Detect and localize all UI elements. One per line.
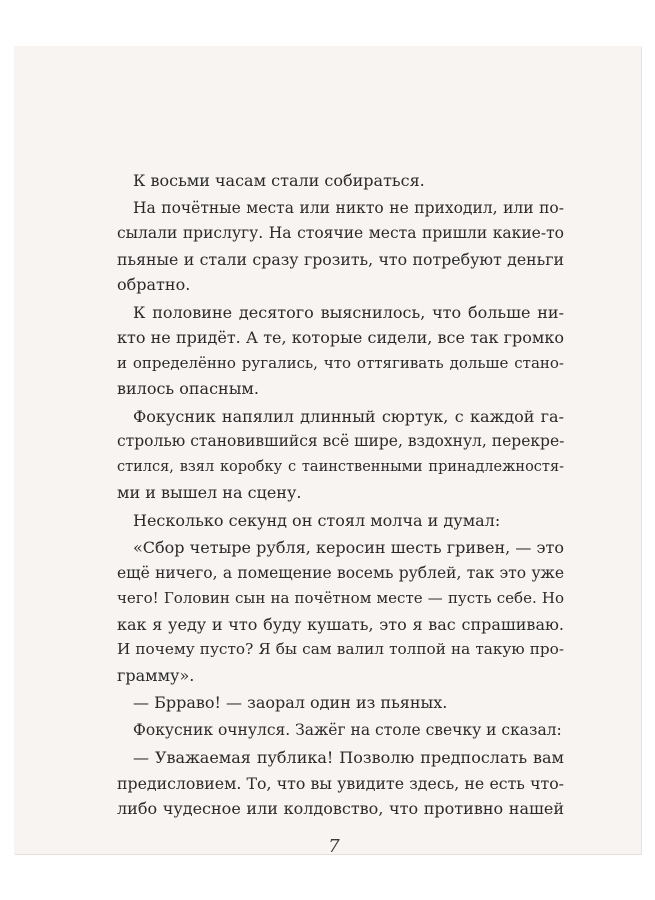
text-line: ещё ничего, а помещение восемь рублей, так это уже [117, 563, 564, 582]
text-line: пьяные и стали сразу грозить, что потребуют деньги [117, 249, 564, 269]
text-line: На почётные места или никто не приходил, или по- [133, 198, 564, 217]
text-line: либо чудесное или колдовство, что противно нашей [117, 799, 564, 818]
text-line: Фокусник очнулся. Зажёг на столе свечку и сказал: [133, 720, 562, 739]
text-line: и определённо ругались, что оттягивать дольше стано- [117, 353, 564, 372]
paragraph [117, 718, 564, 744]
paragraph [117, 300, 564, 402]
text-line: Несколько секунд он стоял молча и думал: [133, 510, 501, 530]
text-line: стролью становившийся всё шире, вздохнул, перекре- [117, 432, 565, 450]
text-line: предисловием. То, что вы увидите здесь, не есть что- [117, 773, 564, 793]
text-line: ми и вышел на сцену. [117, 483, 302, 502]
text-line: как я уеду и что буду кушать, это я вас спрашиваю. [117, 614, 564, 634]
page-number: 7 [328, 836, 340, 857]
text-line: кто не придёт. А те, которые сидели, все так громко [117, 328, 564, 347]
paragraph [117, 508, 564, 534]
text-line: стился, взял коробку с таинственными принадлежностя- [117, 458, 564, 475]
text-line: — Уважаемая публика! Позволю предпослать вам [133, 748, 564, 767]
paragraph [117, 745, 564, 822]
text-line: «Сбор четыре рубля, керосин шесть гривен, — это [133, 538, 564, 557]
text-line: вилось опасным. [117, 379, 259, 398]
text-line: Фокусник напялил длинный сюртук, с каждой га- [133, 406, 564, 426]
paragraph [117, 690, 564, 716]
text-line: грамму». [117, 665, 195, 685]
paragraph [117, 535, 564, 688]
text-line: обратно. [117, 275, 191, 294]
paragraph [117, 404, 564, 506]
text-line: К половине десятого выяснилось, что больше ни- [133, 302, 564, 322]
text-line: К восьми часам стали собираться. [133, 171, 425, 190]
text-line: И почему пусто? Я бы сам валил толпой на такую про- [117, 640, 564, 658]
paragraph [117, 168, 564, 194]
book-page [14, 46, 641, 857]
text-body [117, 168, 564, 824]
text-line: чего! Головин сын на почётном месте — пусть себе. Но [117, 589, 564, 607]
text-line: — Брраво! — заорал один из пьяных. [133, 693, 448, 712]
text-line: сылали прислугу. На стоячие места пришли какие-то [117, 224, 564, 242]
paragraph [117, 196, 564, 298]
